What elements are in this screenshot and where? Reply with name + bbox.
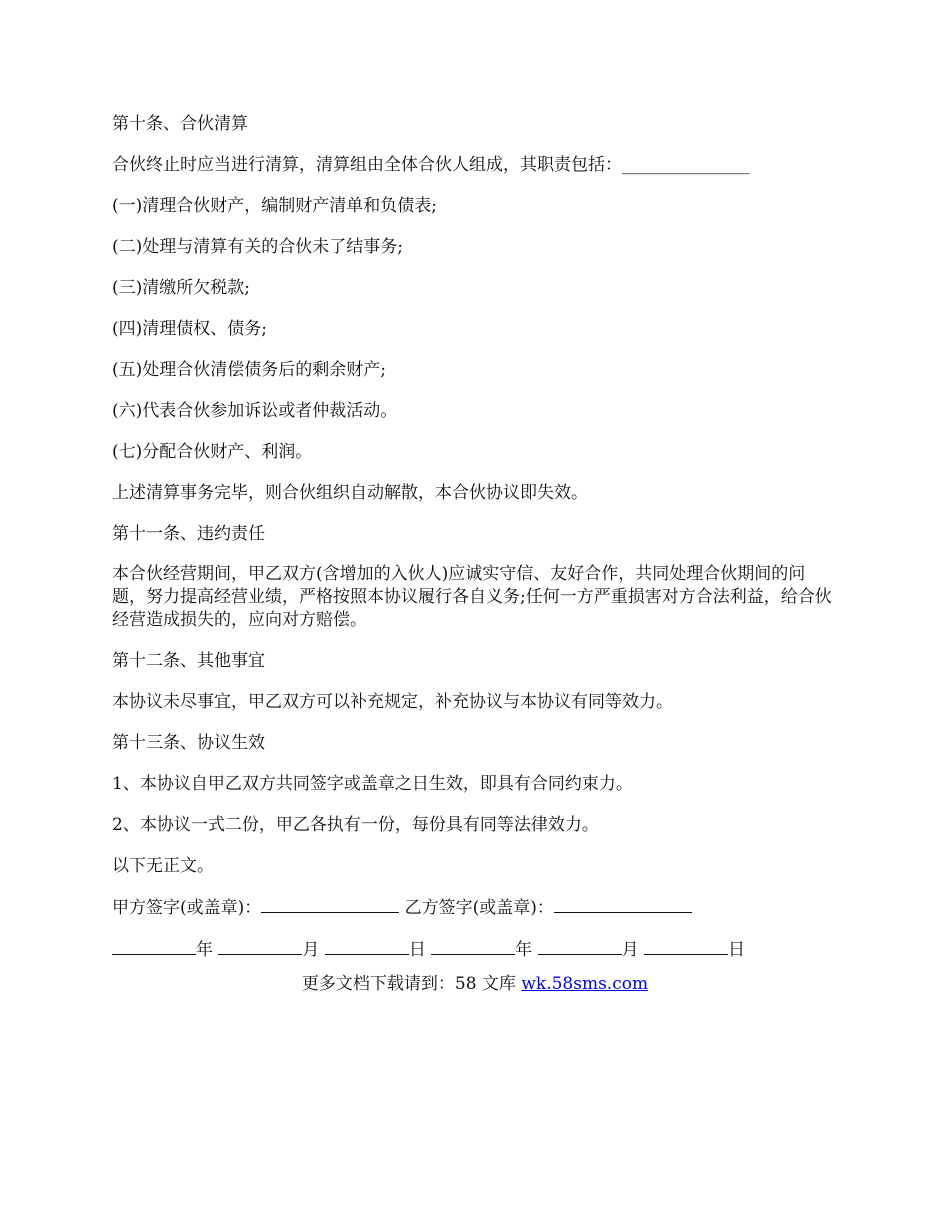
list-item-7: (七)分配合伙财产、利润。: [112, 442, 313, 462]
date-row: [112, 937, 837, 962]
list-item-5: (五)处理合伙清偿债务后的剩余财产;: [112, 360, 386, 380]
document-body: [112, 112, 837, 979]
party-a-signature-blank: [261, 895, 399, 913]
party-b-day-blank: [644, 937, 728, 955]
party-a-day-blank: [325, 937, 409, 955]
download-footer: [0, 972, 950, 996]
paragraph-effective-1: 1、本协议自甲乙双方共同签字或盖章之日生效，即具有合同约束力。: [112, 774, 633, 794]
party-a-month-label: 月: [302, 940, 320, 960]
party-b-signature-blank: [554, 895, 692, 913]
paragraph-no-more-text: 以下无正文。: [112, 856, 214, 876]
party-b-signature-label: 乙方签字(或盖章)：: [404, 898, 554, 918]
section-heading-13: 第十三条、协议生效: [112, 733, 265, 753]
party-b-year-label: 年: [515, 940, 533, 960]
section-heading-10: 第十条、合伙清算: [112, 114, 248, 134]
paragraph-effective-2: 2、本协议一式二份，甲乙各执有一份，每份具有同等法律效力。: [112, 815, 599, 835]
party-b-month-blank: [538, 937, 622, 955]
party-b-day-label: 日: [728, 940, 746, 960]
party-b-year-blank: [431, 937, 515, 955]
party-b-month-label: 月: [621, 940, 639, 960]
footer-link[interactable]: wk.58sms.com: [521, 974, 649, 994]
signature-row: [112, 895, 837, 920]
list-item-3: (三)清缴所欠税款;: [112, 278, 250, 298]
paragraph-liquidation-intro: 合伙终止时应当进行清算，清算组由全体合伙人组成，其职责包括：_______________: [112, 155, 750, 175]
list-item-1: (一)清理合伙财产，编制财产清单和负债表;: [112, 196, 437, 216]
section-heading-11: 第十一条、违约责任: [112, 524, 265, 544]
paragraph-dissolution: 上述清算事务完毕，则合伙组织自动解散，本合伙协议即失效。: [112, 483, 588, 503]
party-a-day-label: 日: [408, 940, 426, 960]
list-item-4: (四)清理债权、债务;: [112, 319, 267, 339]
paragraph-breach-liability: 本合伙经营期间，甲乙双方(含增加的入伙人)应诚实守信、友好合作，共同处理合伙期间的问题，努力提高经营业绩，严格按照本协议履行各自义务;任何一方严重损害对方合法利益，给合伙经营造成损失的，应向对方赔偿。: [112, 564, 832, 630]
paragraph-other-matters: 本协议未尽事宜，甲乙双方可以补充规定，补充协议与本协议有同等效力。: [112, 692, 673, 712]
list-item-6: (六)代表合伙参加诉讼或者仲裁活动。: [112, 401, 398, 421]
list-item-2: (二)处理与清算有关的合伙未了结事务;: [112, 237, 403, 257]
party-a-year-label: 年: [196, 940, 213, 960]
party-a-signature-label: 甲方签字(或盖章)：: [112, 898, 262, 918]
section-heading-12: 第十二条、其他事宜: [112, 651, 265, 671]
footer-text: 更多文档下载请到：58 文库: [301, 974, 522, 994]
party-a-month-blank: [218, 937, 302, 955]
party-a-year-blank: [112, 937, 196, 955]
